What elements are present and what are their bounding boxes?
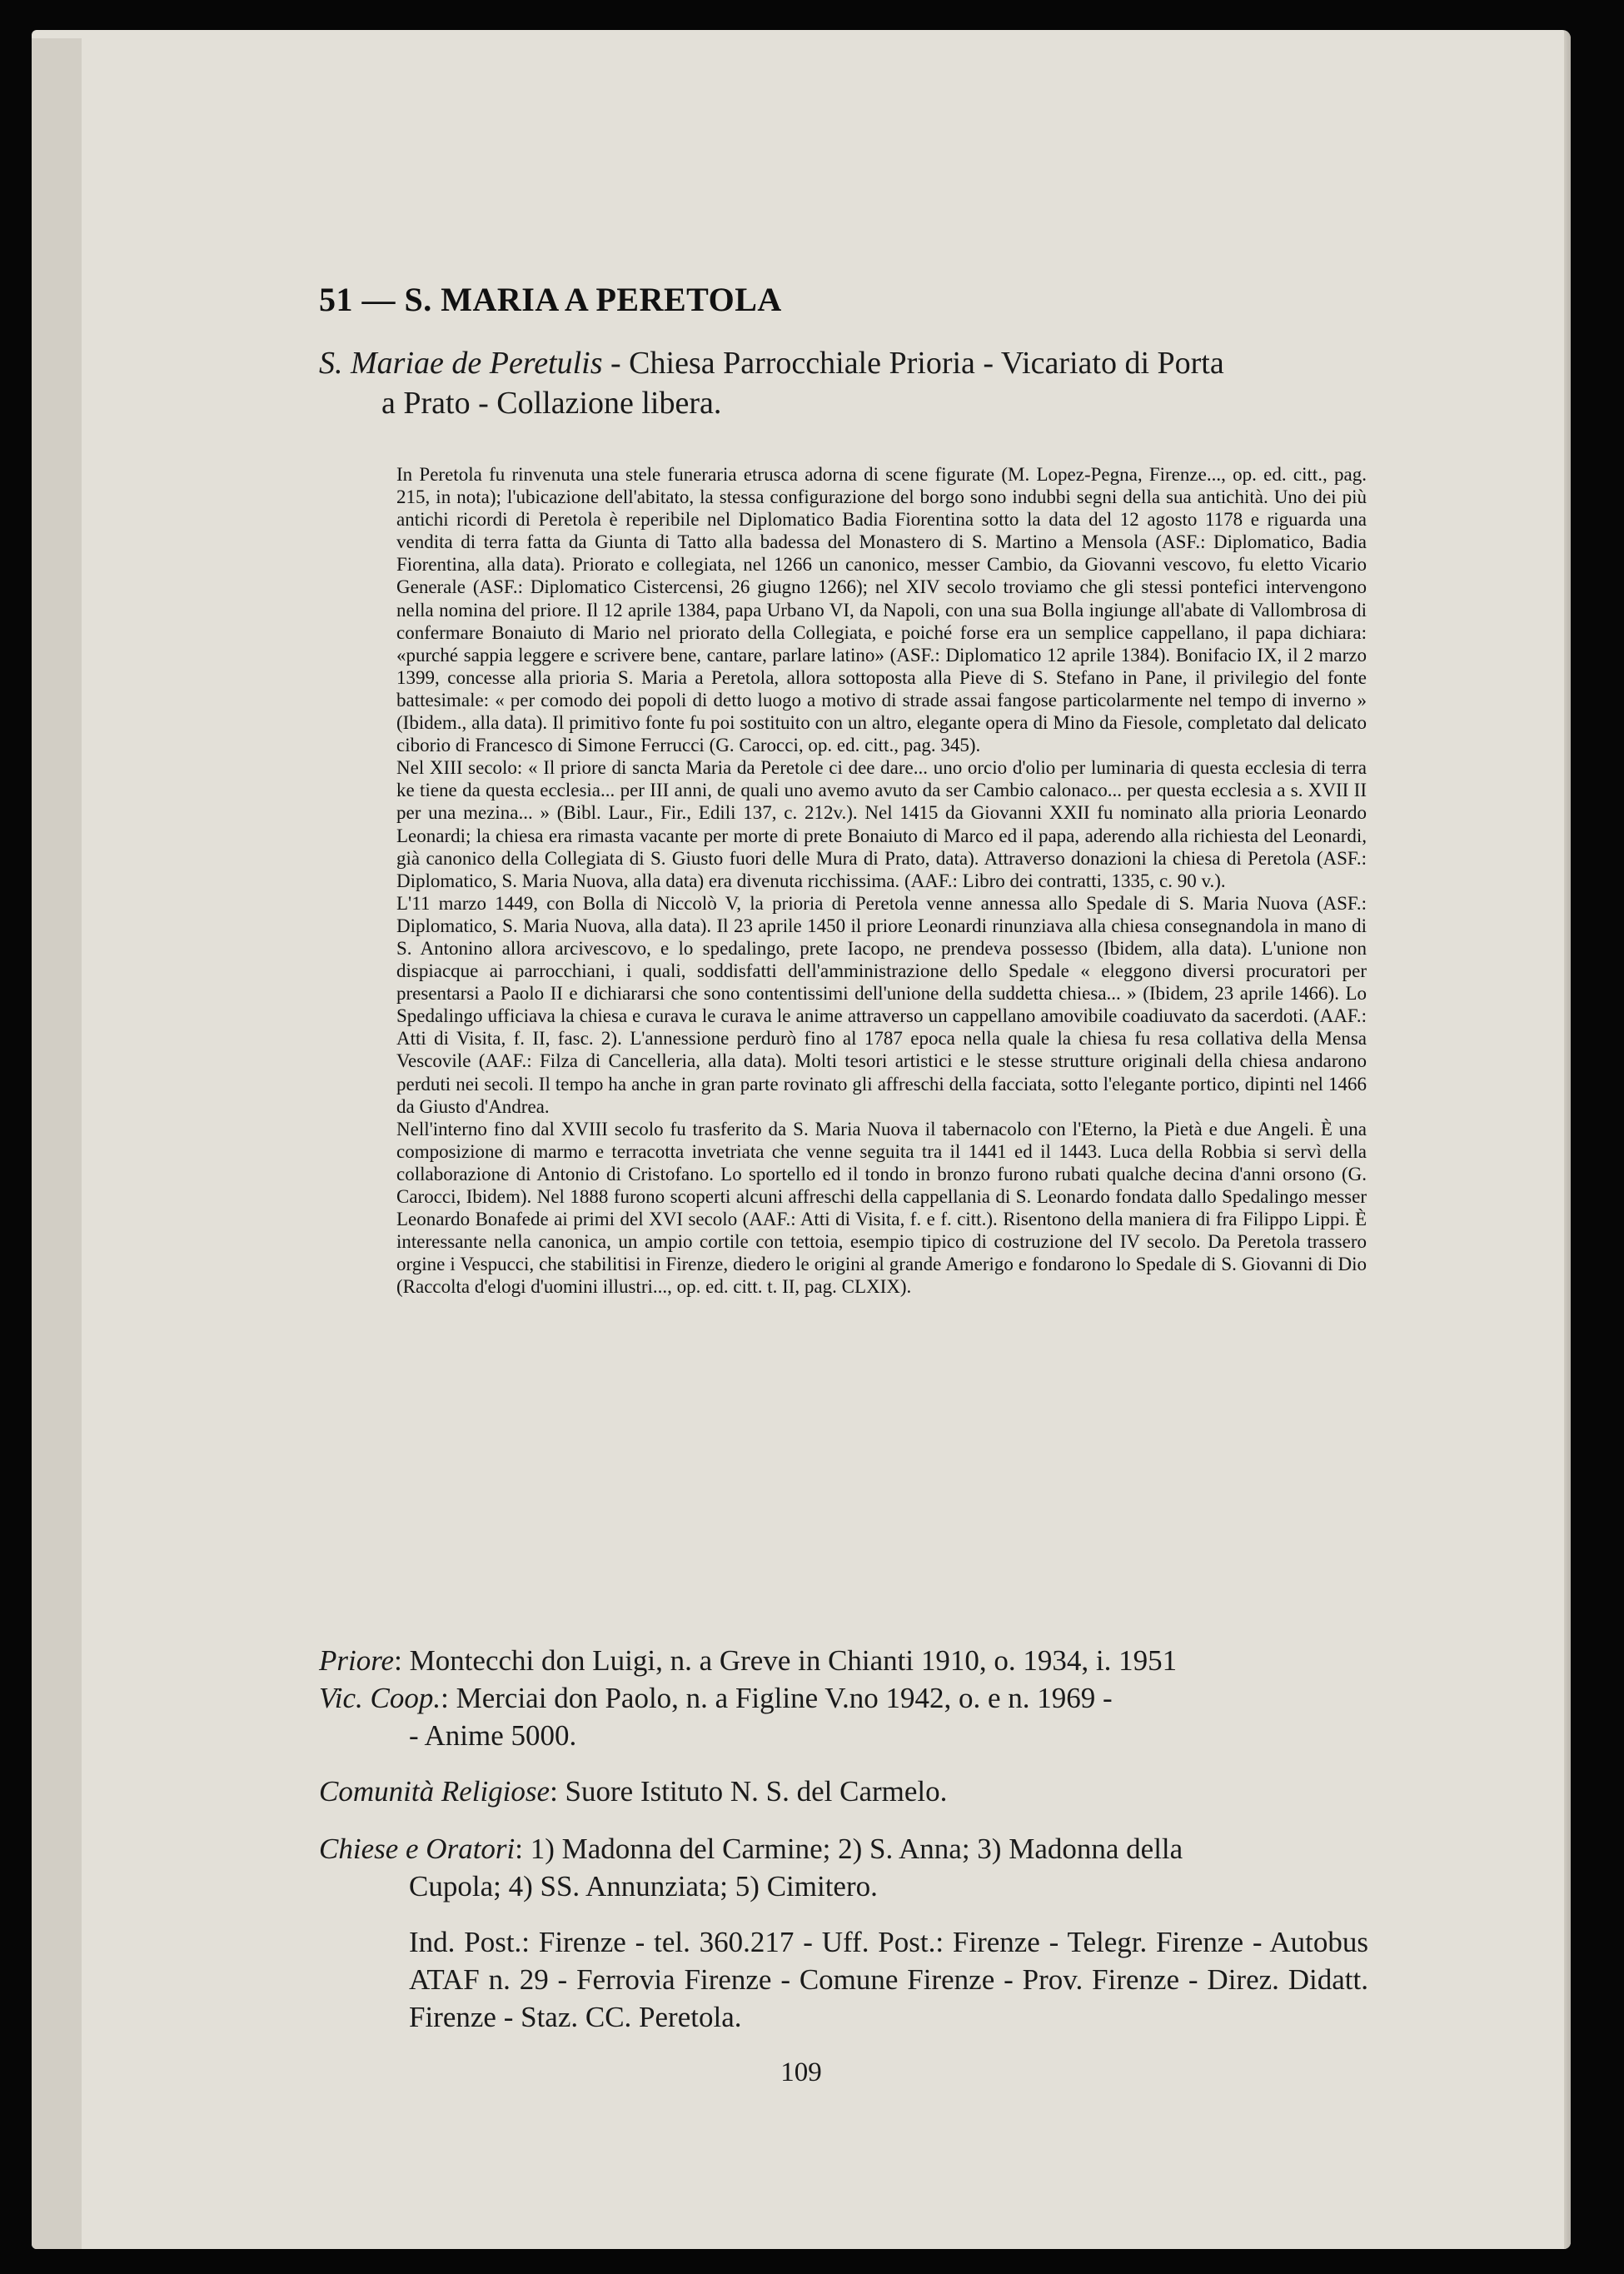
- section-number: 51: [319, 281, 353, 318]
- paragraph: Nell'interno fino dal XVIII secolo fu trasferito da S. Maria Nuova il tabernacolo con l'Eterno, la Pietà e due Angeli. È una composizione di marmo e terracotta invetriata che venne seguita tra il 1441 ed il 1443. Luca della Robbia si servì della collaborazione di Antonio di Cristofano. Lo sportello ed il tondo in bronzo furono rubati qualche decina d'anni orsono (G. Carocci, Ibidem). Nel 1888 furono scoperti alcuni affreschi della cappellania di S. Leonardo fondata dallo Spedalingo messer Leonardo Bonafede ai primi del XVI secolo (AAF.: Atti di Visita, f. e f. citt.). Risentono della maniera di fra Filippo Lippi. È interessante nella canonica, un ampio cortile con tettoia, esempio tipico di costruzione del IV secolo. Da Peretola trassero orgine i Vespucci, che stabilitisi in Firenze, diedero le origini al grande Amerigo e fondarono lo Spedale di S. Giovanni di Dio (Raccolta d'elogi d'uomini illustri..., op. ed. citt. t. II, pag. CLXIX).: [396, 1118, 1367, 1298]
- subtitle-line1: - Chiesa Parrocchiale Prioria - Vicariato di Porta: [602, 346, 1224, 381]
- churches-line2: Cupola; 4) SS. Annunziata; 5) Cimitero.: [409, 1870, 878, 1902]
- page-number: 109: [780, 2057, 822, 2087]
- parish-info: [319, 1642, 1368, 2036]
- heading-dash: —: [361, 281, 396, 318]
- communities-label: Comunità Religiose: [319, 1775, 550, 1808]
- vic-coop-text: : Merciai don Paolo, n. a Figline V.no 1942, o. e n. 1969 -: [441, 1682, 1113, 1714]
- history-text: [396, 463, 1367, 1298]
- previous-page-edge: [32, 38, 82, 2249]
- postal-info: Ind. Post.: Firenze - tel. 360.217 - Uff. Post.: Firenze - Telegr. Firenze - Autobus ATAF n. 29 - Ferrovia Firenze - Comune Firenze - Prov. Firenze - Direz. Didatt. Firenze - Staz. CC. Peretola.: [409, 1926, 1368, 2033]
- subtitle-block: [319, 343, 1368, 423]
- vic-coop-label: Vic. Coop.: [319, 1682, 441, 1714]
- paragraph: L'11 marzo 1449, con Bolla di Niccolò V, la prioria di Peretola venne annessa allo Spedale di S. Maria Nuova (ASF.: Diplomatico, S. Maria Nuova, alla data). Il 23 aprile 1450 il priore Leonardi rinunziava alla chiesa consegnandola in mano di S. Antonino allora arcivescovo, e lo spedalingo, prete Iacopo, ne prendeva possesso (Ibidem, alla data). L'unione non dispiacque ai parrocchiani, i quali, soddisfatti dell'amministrazione dello Spedale « eleggono diversi procuratori per presentarsi a Paolo II e dichiararsi che sono contentissimi dell'unione della suddetta chiesa... » (Ibidem, 23 aprile 1466). Lo Spedalingo ufficiava la chiesa e curava le curava le anime attraverso un cappellano amovibile coadiuvato da sacerdoti. (AAF.: Atti di Visita, f. II, fasc. 2). L'annessione perdurò fino al 1787 epoca nella quale la chiesa fu resa collativa della Mensa Vescovile (AAF.: Filza di Cancelleria, alla data). Molti tesori artistici e le stesse strutture originali della chiesa andarono perduti nei secoli. Il tempo ha anche in gran parte rovinato gli affreschi della facciata, sotto l'elegante portico, dipinti nel 1466 da Giusto d'Andrea.: [396, 892, 1367, 1117]
- communities-text: : Suore Istituto N. S. del Carmelo.: [550, 1775, 948, 1808]
- subtitle-line2: a Prato - Collazione libera.: [381, 386, 722, 421]
- priore-text: : Montecchi don Luigi, n. a Greve in Chianti 1910, o. 1934, i. 1951: [394, 1644, 1178, 1677]
- churches-text: : 1) Madonna del Carmine; 2) S. Anna; 3) Madonna della: [515, 1833, 1183, 1865]
- page-edge: [1564, 30, 1571, 2249]
- paragraph: In Peretola fu rinvenuta una stele funeraria etrusca adorna di scene figurate (M. Lopez-Pegna, Firenze..., op. ed. citt., pag. 215, in nota); l'ubicazione dell'abitato, la stessa configurazione del borgo sono indubbi segni della sua antichità. Uno dei più antichi ricordi di Peretola è reperibile nel Diplomatico Badia Fiorentina sotto la data del 12 agosto 1178 e riguarda una vendita di terra fatta da Giunta di Tatto alla badessa del Monastero di S. Martino a Mensola (ASF.: Diplomatico, Badia Fiorentina, alla data). Priorato e collegiata, nel 1266 un canonico, messer Cambio, da Giovanni vescovo, fu eletto Vicario Generale (ASF.: Diplomatico Cistercensi, 26 giugno 1266); nel XIV secolo troviamo che gli stessi pontefici intervengono nella nomina del priore. Il 12 aprile 1384, papa Urbano VI, da Napoli, con una sua Bolla ingiunge all'abate di Vallombrosa di confermare Bonaiuto di Mario nel priorato della Collegiata, e poiché forse era un semplice cappellano, il papa dichiara: «purché sappia leggere e scrivere bene, cantare, parlare latino» (ASF.: Diplomatico 12 aprile 1384). Bonifacio IX, il 2 marzo 1399, concesse alla prioria S. Maria a Peretola, allora sottoposta alla Pieve di S. Stefano in Pane, il privilegio del fonte battesimale: « per comodo dei popoli di detto luogo a motivo di strade assai fangose particolarmente nel tempo di inverno » (Ibidem., alla data). Il primitivo fonte fu poi sostituito con un altro, elegante opera di Mino da Fiesole, completato dal delicato ciborio di Francesco di Simone Ferrucci (G. Carocci, op. ed. citt., pag. 345).: [396, 464, 1367, 756]
- section-heading: [319, 280, 782, 319]
- paragraph: Nel XIII secolo: « Il priore di sancta Maria da Peretole ci dee dare... uno orcio d'olio per luminaria di questa ecclesia di terra ke tiene da questa ecclesia... per III anni, de quali uno avemo avuto da ser Cambio calonaco... per questa ecclesia a s. XVII II per una mezina... » (Bibl. Laur., Fir., Edili 137, c. 212v.). Nel 1415 da Giovanni XXII fu nominato alla prioria Leonardo Leonardi; la chiesa era rimasta vacante per morte di prete Bonaiuto di Marco ed il papa, aderendo alla richiesta del Leonardi, già canonico della Collegiata di S. Giusto fuori delle Mura di Prato, data). Attraverso donazioni la chiesa di Peretola (ASF.: Diplomatico, S. Maria Nuova, alla data) era divenuta ricchissima. (AAF.: Libro dei contratti, 1335, c. 90 v.).: [396, 757, 1367, 891]
- book-page: [32, 30, 1571, 2249]
- churches-label: Chiese e Oratori: [319, 1833, 516, 1865]
- section-title: S. MARIA A PERETOLA: [404, 281, 782, 318]
- churches-line: [319, 1830, 1368, 1868]
- latin-name: S. Mariae de Peretulis: [319, 346, 603, 381]
- priore-line: [319, 1642, 1368, 1679]
- communities-line: [319, 1773, 1368, 1810]
- vic-coop-line: [319, 1679, 1368, 1717]
- priore-label: Priore: [319, 1644, 395, 1677]
- anime-count: - Anime 5000.: [409, 1719, 577, 1752]
